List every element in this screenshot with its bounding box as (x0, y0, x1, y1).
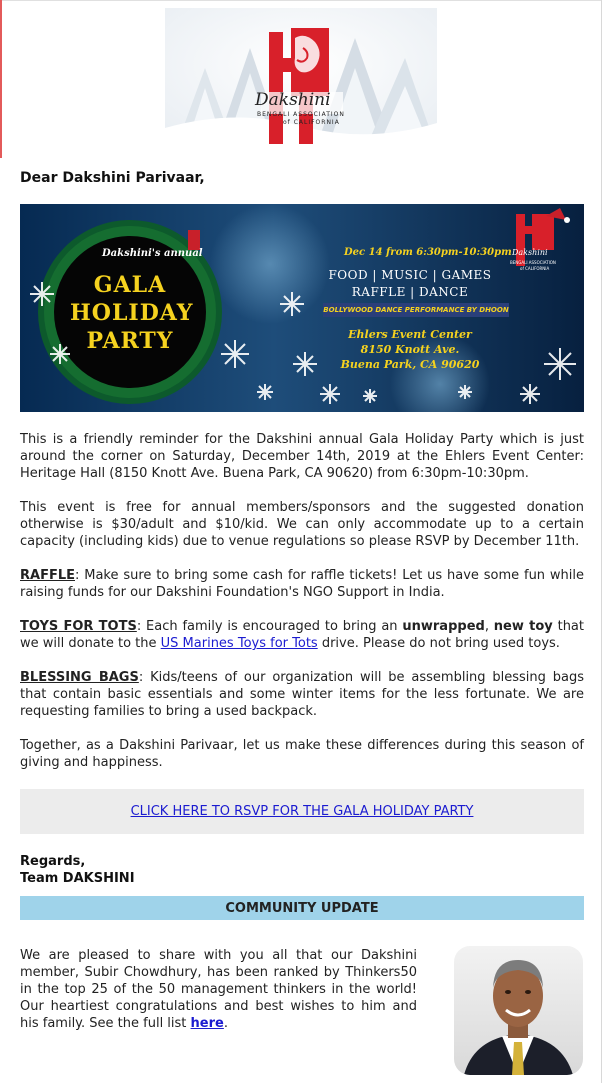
reminder-paragraph: This is a friendly reminder for the Dakshini annual Gala Holiday Party which is just around the corner on Saturday, December 14th, 2019 at the Ehlers Event Center: Heritage Hall (8150 Knott Ave. Buena Park, CA 90620) from 6:30pm-10:30pm. (20, 432, 584, 481)
member-portrait-image (454, 946, 583, 1075)
logo-subtitle-1: BENGALI ASSOCIATION (257, 111, 345, 118)
raffle-label: RAFFLE (20, 568, 75, 583)
team-name: Team DAKSHINI (20, 871, 135, 886)
regards-line: Regards, (20, 854, 86, 869)
toys-label: TOYS FOR TOTS (20, 619, 137, 634)
header-logo-image (165, 8, 437, 150)
community-text: We are pleased to share with you all that our Dakshini member, Subir Chowdhury, has been ranked by Thinkers50 in the top 25 of the 50 management thinkers in the world! Our heartiest congratulations and best wishes to him and his family. See the full list (20, 948, 417, 1031)
banner-title-gala: GALA (93, 272, 167, 298)
banner-venue-line3: Buena Park, CA 90620 (340, 358, 480, 371)
community-update-header: COMMUNITY UPDATE (20, 896, 584, 920)
banner-title-holiday: HOLIDAY (70, 300, 194, 326)
raffle-paragraph (20, 567, 584, 601)
banner-logo-sub2: of CALIFORNIA (520, 266, 550, 271)
snowy-trees-logo-icon (165, 8, 437, 150)
toys-paragraph (20, 618, 584, 652)
rsvp-container (20, 789, 584, 834)
toys-bold-unwrapped: unwrapped (402, 619, 485, 634)
free-event-paragraph: This event is free for annual members/sponsors and the suggested donation otherwise is $30/adult and $10/kid. We can only accommodate up to a certain capacity (including kids) due to venue regulations so please RSVP by December 11th. (20, 500, 584, 549)
toys-bold-new-toy: new toy (493, 619, 553, 634)
rsvp-link[interactable]: CLICK HERE TO RSVP FOR THE GALA HOLIDAY PARTY (130, 804, 474, 819)
blessing-bags-text: : Kids/teens of our organization will be assembling blessing bags that contain basic essentials and some winter items for the less fortunate. We are requesting families to bring a used backpack. (20, 670, 584, 719)
left-accent-border (0, 0, 2, 158)
banner-logo-sub1: BENGALI ASSOCIATION (510, 260, 556, 265)
banner-features-line1: FOOD | MUSIC | GAMES (328, 268, 492, 282)
banner-annual-label: Dakshini's annual (102, 248, 203, 259)
banner-logo-brand: Dakshini (512, 248, 548, 257)
banner-features-line2: RAFFLE | DANCE (351, 285, 469, 299)
toys-text-3: that we will donate to the (20, 619, 584, 651)
toys-text-1: : Each family is encouraged to bring an (136, 619, 403, 634)
banner-venue-line1: Ehlers Event Center (348, 328, 472, 341)
banner-venue-line2: 8150 Knott Ave. (360, 343, 460, 356)
greeting-heading: Dear Dakshini Parivaar, (20, 170, 205, 186)
banner-performance: BOLLYWOOD DANCE PERFORMANCE BY DHOON (323, 303, 509, 317)
banner-title-party: PARTY (86, 328, 174, 354)
community-end: . (223, 1016, 228, 1031)
blessing-bags-label: BLESSING BAGS (20, 670, 139, 685)
regards-signoff (20, 853, 135, 887)
banner-date-time: Dec 14 from 6:30pm-10:30pm (344, 247, 512, 258)
toys-for-tots-link[interactable]: US Marines Toys for Tots (160, 636, 318, 651)
community-update-paragraph (20, 947, 417, 1032)
logo-brand-text: Dakshini (255, 90, 331, 110)
blessing-bags-paragraph (20, 669, 584, 720)
raffle-text: : Make sure to bring some cash for raffle tickets! Let us have some fun while raising funds for our Dakshini Foundation's NGO Support in India. (20, 568, 584, 600)
toys-text-4: drive. Please do not bring used toys. (317, 636, 560, 651)
portrait-icon (454, 946, 583, 1075)
toys-text-2: , (484, 619, 494, 634)
full-list-link[interactable]: here (190, 1016, 224, 1031)
top-border (0, 0, 602, 1)
logo-subtitle-2: of CALIFORNIA (283, 119, 340, 126)
together-paragraph: Together, as a Dakshini Parivaar, let us make these differences during this season of giving and happiness. (20, 738, 584, 770)
gala-banner-image[interactable] (20, 204, 584, 412)
